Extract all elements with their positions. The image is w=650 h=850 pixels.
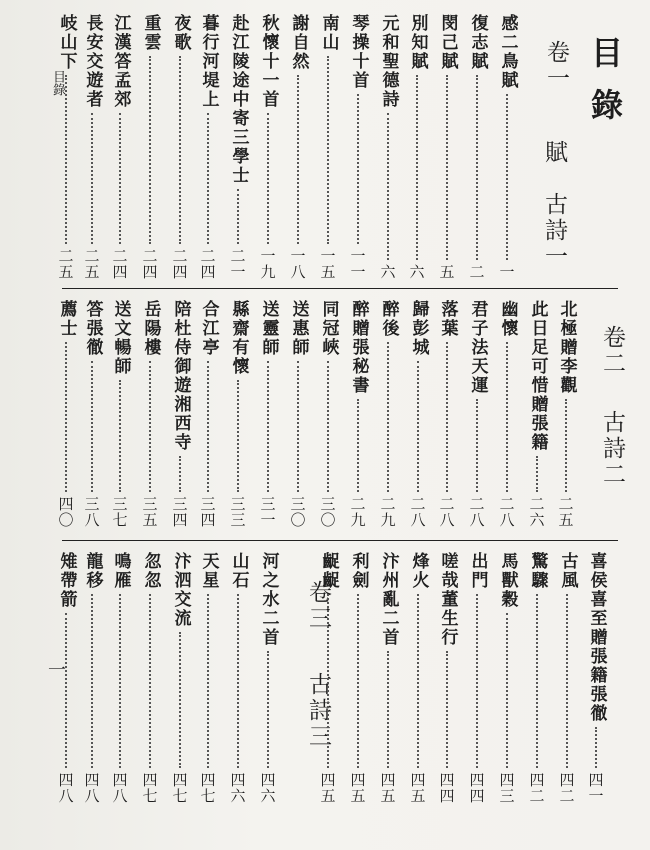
toc-entry-title: 忽忽: [140, 552, 161, 590]
juan-one-genre: 賦 古詩一: [541, 140, 567, 270]
toc-entry-page: 二六: [527, 496, 546, 528]
toc-entry-page: 一一: [348, 248, 367, 280]
dot-leader: [237, 189, 239, 244]
dot-leader: [149, 361, 151, 492]
toc-entry-page: 四三: [497, 772, 516, 804]
toc-entry: [494, 552, 520, 804]
page-title: 目錄: [586, 36, 624, 140]
toc-entry: [524, 552, 550, 804]
toc-entry: [434, 300, 460, 528]
toc-entry: [494, 300, 520, 528]
toc-entry-title: 雉帶箭: [56, 552, 77, 609]
dot-leader: [237, 380, 239, 492]
toc-entry-title: 齪齪: [318, 552, 339, 590]
dot-leader: [566, 594, 568, 768]
toc-entry: [285, 300, 311, 528]
dot-leader: [476, 75, 478, 260]
toc-entry-page: 二五: [82, 248, 101, 280]
toc-entry: [494, 14, 520, 280]
toc-entry-page: 四八: [82, 772, 101, 804]
dot-leader: [297, 75, 299, 244]
toc-entry-title: 送靈師: [258, 300, 279, 357]
folio-number: 一: [45, 660, 66, 678]
dot-leader: [476, 399, 478, 492]
dot-leader: [207, 113, 209, 244]
toc-entry-page: 四八: [56, 772, 75, 804]
toc-entry-title: 閔己賦: [437, 14, 458, 71]
toc-entry: [464, 300, 490, 528]
running-head: 目錄: [50, 70, 65, 96]
toc-entry-title: 汴州亂二首: [378, 552, 399, 647]
dot-leader: [119, 594, 121, 768]
toc-entry-page: 四四: [437, 772, 456, 804]
juan-one-heading: 卷一: [543, 40, 569, 92]
toc-entry-title: 赴江陵途中寄三學士: [228, 14, 249, 185]
toc-entry: [434, 552, 460, 804]
toc-entry-page: 三五: [140, 496, 159, 528]
toc-entry-title: 龍移: [82, 552, 103, 590]
dot-leader: [237, 594, 239, 768]
toc-entry: [195, 552, 221, 804]
toc-entry: [167, 14, 193, 280]
toc-entry-page: 四一: [586, 772, 605, 804]
toc-entry: [464, 14, 490, 280]
dot-leader: [119, 380, 121, 492]
toc-entry: [53, 552, 79, 804]
toc-entry: [434, 14, 460, 280]
dot-leader: [91, 361, 93, 492]
dot-leader: [91, 594, 93, 768]
toc-entry-page: 一: [497, 264, 516, 280]
dot-leader: [91, 113, 93, 244]
toc-entry-title: 縣齋有懷: [228, 300, 249, 376]
dot-leader: [267, 361, 269, 492]
dot-leader: [297, 361, 299, 492]
toc-entry-title: 天星: [198, 552, 219, 590]
dot-leader: [417, 594, 419, 768]
dot-leader: [207, 594, 209, 768]
toc-entry-page: 一八: [288, 248, 307, 280]
dot-leader: [417, 361, 419, 492]
toc-entry-title: 感二鳥賦: [497, 14, 518, 90]
toc-entry-page: 四二: [557, 772, 576, 804]
toc-entry-title: 同冠峽: [318, 300, 339, 357]
dot-leader: [179, 456, 181, 492]
toc-entry-page: 四五: [408, 772, 427, 804]
dot-leader: [149, 56, 151, 244]
toc-entry-page: 三四: [198, 496, 217, 528]
toc-entry-page: 二八: [497, 496, 516, 528]
toc-entry-page: 二五: [56, 248, 75, 280]
toc-entry-page: 四七: [198, 772, 217, 804]
toc-entry-title: 答張徹: [82, 300, 103, 357]
toc-entry-page: 二八: [467, 496, 486, 528]
toc-entry: [345, 552, 371, 804]
dot-leader: [119, 113, 121, 244]
toc-entry: [107, 300, 133, 528]
toc-entry-title: 薦士: [56, 300, 77, 338]
section-divider: [62, 540, 618, 541]
dot-leader: [357, 594, 359, 768]
toc-entry: [554, 552, 580, 804]
toc-entry-page: 三三: [228, 496, 247, 528]
toc-entry-page: 二九: [348, 496, 367, 528]
toc-entry-title: 鳴雁: [110, 552, 131, 590]
toc-entry-title: 別知賦: [407, 14, 428, 71]
toc-entry: [53, 14, 79, 280]
toc-entry-page: 四六: [228, 772, 247, 804]
toc-entry-page: 二: [467, 264, 486, 280]
dot-leader: [446, 342, 448, 492]
dot-leader: [267, 113, 269, 244]
toc-entry: [583, 552, 609, 804]
dot-leader: [565, 399, 567, 492]
toc-entry-title: 醉後: [378, 300, 399, 338]
dot-leader: [536, 594, 538, 768]
toc-entry-page: 四五: [318, 772, 337, 804]
toc-entry-title: 歸彭城: [408, 300, 429, 357]
toc-entry-page: 二九: [378, 496, 397, 528]
toc-entry: [375, 552, 401, 804]
toc-entry-title: 嗟哉董生行: [437, 552, 458, 647]
toc-entry-title: 秋懷十一首: [258, 14, 279, 109]
toc-entry-page: 二八: [437, 496, 456, 528]
toc-entry-title: 馬獸穀: [497, 552, 518, 609]
toc-entry: [195, 300, 221, 528]
toc-entry-page: 二四: [170, 248, 189, 280]
toc-entry: [404, 14, 430, 280]
toc-entry-page: 三〇: [318, 496, 337, 528]
toc-entry-page: 二四: [198, 248, 217, 280]
toc-entry-title: 復志賦: [467, 14, 488, 71]
toc-entry-title: 琴操十首: [348, 14, 369, 90]
toc-entry-title: 陪杜侍御遊湘西寺: [170, 300, 191, 452]
toc-entry-page: 一九: [258, 248, 277, 280]
juan-two-heading: 卷二: [599, 325, 625, 377]
toc-entry: [195, 14, 221, 280]
toc-entry-title: 長安交遊者: [82, 14, 103, 109]
toc-entry: [53, 300, 79, 528]
toc-entry-title: 合江亭: [198, 300, 219, 357]
toc-entry-title: 元和聖德詩: [378, 14, 399, 109]
toc-entry-title: 喜侯喜至贈張籍張徹: [586, 552, 607, 723]
toc-entry-title: 岳陽樓: [140, 300, 161, 357]
dot-leader: [179, 632, 181, 768]
toc-entry-title: 送文暢師: [110, 300, 131, 376]
toc-entry-title: 幽懷: [497, 300, 518, 338]
toc-entry: [375, 14, 401, 280]
toc-entry: [553, 300, 579, 528]
toc-entry: [524, 300, 550, 528]
dot-leader: [327, 594, 329, 768]
toc-entry-title: 此日足可惜贈張籍: [527, 300, 548, 452]
dot-leader: [506, 342, 508, 492]
dot-leader: [446, 651, 448, 768]
dot-leader: [536, 456, 538, 492]
toc-entry: [137, 14, 163, 280]
dot-leader: [446, 75, 448, 260]
toc-entry: [345, 14, 371, 280]
dot-leader: [179, 56, 181, 244]
toc-entry: [285, 14, 311, 280]
toc-entry-title: 古風: [557, 552, 578, 590]
toc-entry-title: 北極贈李觀: [556, 300, 577, 395]
toc-entry: [137, 300, 163, 528]
toc-entry-title: 烽火: [408, 552, 429, 590]
toc-entry-title: 夜歌: [170, 14, 191, 52]
toc-entry: [107, 14, 133, 280]
dot-leader: [65, 75, 67, 244]
toc-entry-page: 二五: [556, 496, 575, 528]
dot-leader: [65, 613, 67, 768]
toc-entry-page: 二八: [408, 496, 427, 528]
toc-entry: [167, 300, 193, 528]
toc-entry-page: 二一: [228, 248, 247, 280]
toc-entry-page: 四四: [467, 772, 486, 804]
toc-entry-page: 四五: [348, 772, 367, 804]
dot-leader: [149, 594, 151, 768]
toc-entry-title: 重雲: [140, 14, 161, 52]
dot-leader: [327, 56, 329, 244]
toc-entry-title: 利劍: [348, 552, 369, 590]
toc-entry-title: 岐山下: [56, 14, 77, 71]
toc-entry: [375, 300, 401, 528]
dot-leader: [207, 361, 209, 492]
toc-entry-page: 一五: [318, 248, 337, 280]
dot-leader: [327, 361, 329, 492]
dot-leader: [387, 651, 389, 768]
toc-entry-title: 江漢答孟郊: [110, 14, 131, 109]
toc-entry-page: 四〇: [56, 496, 75, 528]
toc-entry: [225, 300, 251, 528]
toc-entry-title: 落葉: [437, 300, 458, 338]
dot-leader: [387, 113, 389, 260]
toc-entry-title: 汴泗交流: [170, 552, 191, 628]
toc-entry-page: 六: [407, 264, 426, 280]
toc-entry-page: 三八: [82, 496, 101, 528]
toc-entry: [464, 552, 490, 804]
toc-entry: [255, 14, 281, 280]
toc-entry-page: 三七: [110, 496, 129, 528]
toc-entry: [137, 552, 163, 804]
toc-entry-page: 六: [378, 264, 397, 280]
toc-entry-page: 四七: [170, 772, 189, 804]
dot-leader: [506, 613, 508, 768]
section-divider: [62, 288, 618, 289]
dot-leader: [357, 399, 359, 492]
toc-entry-page: 四五: [378, 772, 397, 804]
toc-entry-page: 四八: [110, 772, 129, 804]
toc-entry-page: 四七: [140, 772, 159, 804]
toc-entry-title: 出門: [467, 552, 488, 590]
toc-entry-page: 四二: [527, 772, 546, 804]
toc-entry: [79, 14, 105, 280]
toc-entry: [255, 552, 281, 804]
toc-entry-title: 醉贈張秘書: [348, 300, 369, 395]
toc-entry-title: 暮行河堤上: [198, 14, 219, 109]
toc-entry-page: 三一: [258, 496, 277, 528]
toc-entry: [79, 552, 105, 804]
toc-entry: [315, 300, 341, 528]
toc-entry-page: 五: [437, 264, 456, 280]
dot-leader: [595, 727, 597, 768]
toc-entry: [345, 300, 371, 528]
toc-entry-page: 三〇: [288, 496, 307, 528]
dot-leader: [357, 94, 359, 244]
dot-leader: [267, 651, 269, 768]
toc-entry: [405, 552, 431, 804]
toc-entry-title: 南山: [318, 14, 339, 52]
dot-leader: [65, 342, 67, 492]
dot-leader: [416, 75, 418, 260]
toc-entry: [315, 552, 341, 804]
toc-entry-page: 二四: [110, 248, 129, 280]
toc-entry: [255, 300, 281, 528]
dot-leader: [476, 594, 478, 768]
toc-entry-page: 四六: [258, 772, 277, 804]
toc-entry-title: 君子法天運: [467, 300, 488, 395]
toc-entry-title: 送惠師: [288, 300, 309, 357]
toc-entry-title: 驚驟: [527, 552, 548, 590]
toc-entry: [225, 14, 251, 280]
juan-two-genre: 古詩二: [599, 410, 625, 488]
juan-three-heading: 卷三: [305, 580, 331, 632]
toc-entry-page: 二四: [140, 248, 159, 280]
toc-entry-page: 三四: [170, 496, 189, 528]
toc-entry: [405, 300, 431, 528]
toc-entry: [107, 552, 133, 804]
toc-entry-title: 山石: [228, 552, 249, 590]
toc-entry: [315, 14, 341, 280]
toc-entry-title: 河之水二首: [258, 552, 279, 647]
toc-entry: [79, 300, 105, 528]
dot-leader: [506, 94, 508, 260]
toc-entry: [225, 552, 251, 804]
toc-entry: [167, 552, 193, 804]
dot-leader: [387, 342, 389, 492]
juan-three-genre: 古詩三: [305, 672, 331, 750]
toc-entry-title: 謝自然: [288, 14, 309, 71]
